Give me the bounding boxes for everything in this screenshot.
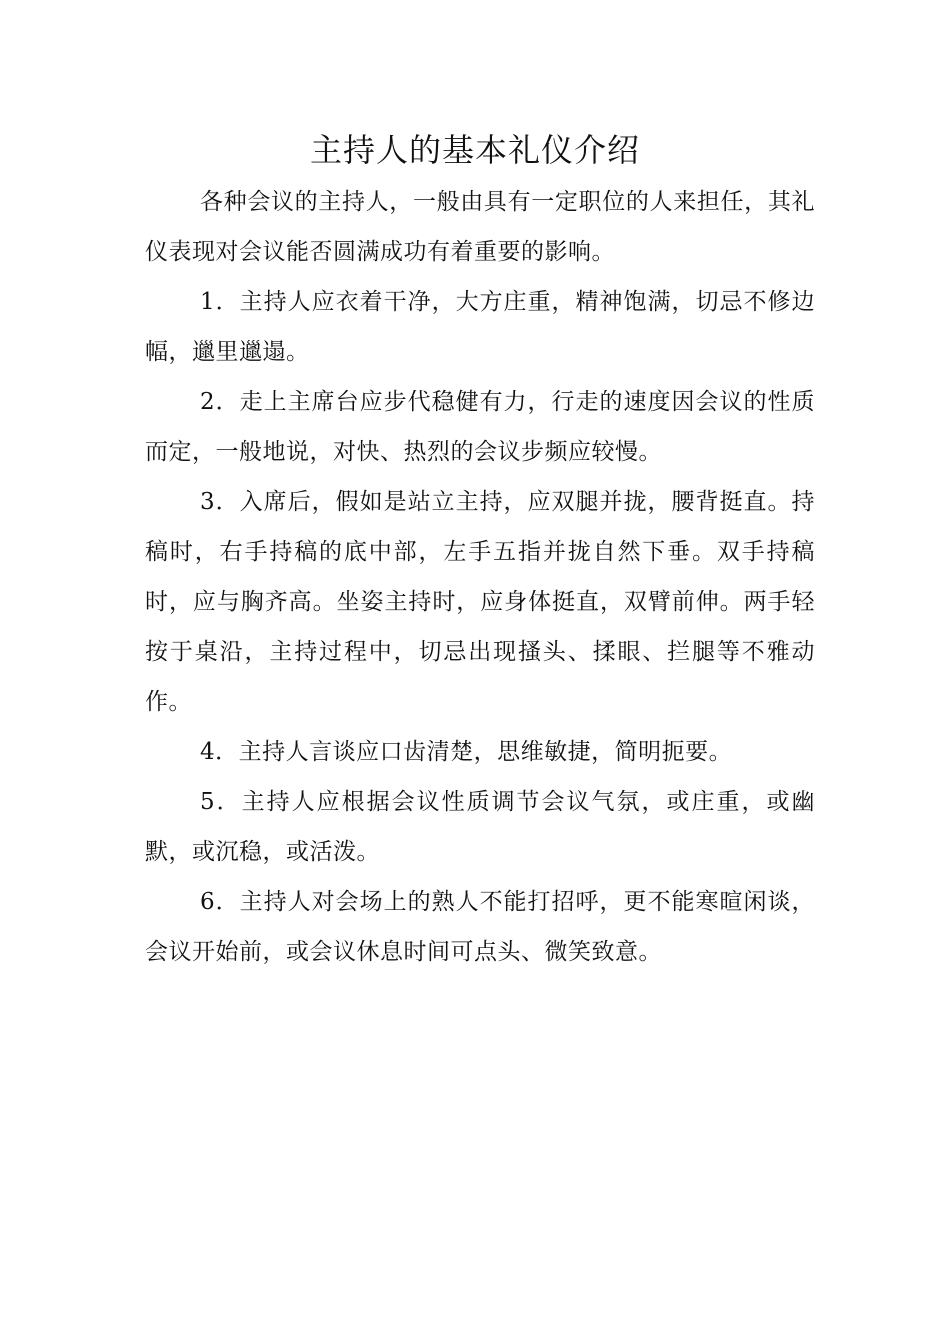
paragraph-intro: 各种会议的主持人，一般由具有一定职位的人来担任，其礼仪表现对会议能否圆满成功有着重要的影响。 [145, 189, 815, 265]
paragraph-item-1: 1．主持人应衣着干净，大方庄重，精神饱满，切忌不修边幅，邋里邋遢。 [145, 289, 815, 365]
document-title: 主持人的基本礼仪介绍 [309, 131, 640, 169]
paragraph-item-2: 2．走上主席台应步代稳健有力，行走的速度因会议的性质而定，一般地说，对快、热烈的会议步频应较慢。 [145, 389, 815, 465]
paragraph-item-3: 3．入席后，假如是站立主持，应双腿并拢，腰背挺直。持稿时，右手持稿的底中部，左手五指并拢自然下垂。双手持稿时，应与胸齐高。坐姿主持时，应身体挺直，双臂前伸。两手轻按于桌沿，主持过程中，切忌出现搔头、揉眼、拦腿等不雅动作。 [145, 489, 815, 715]
paragraph-item-4: 4．主持人言谈应口齿清楚，思维敏捷，简明扼要。 [200, 739, 733, 765]
document-body [145, 177, 815, 977]
paragraph-item-6: 6．主持人对会场上的熟人不能打招呼，更不能寒暄闲谈，会议开始前，或会议休息时间可点头、微笑致意。 [145, 889, 815, 965]
paragraph-item-5: 5．主持人应根据会议性质调节会议气氛，或庄重，或幽默，或沉稳，或活泼。 [145, 789, 815, 865]
